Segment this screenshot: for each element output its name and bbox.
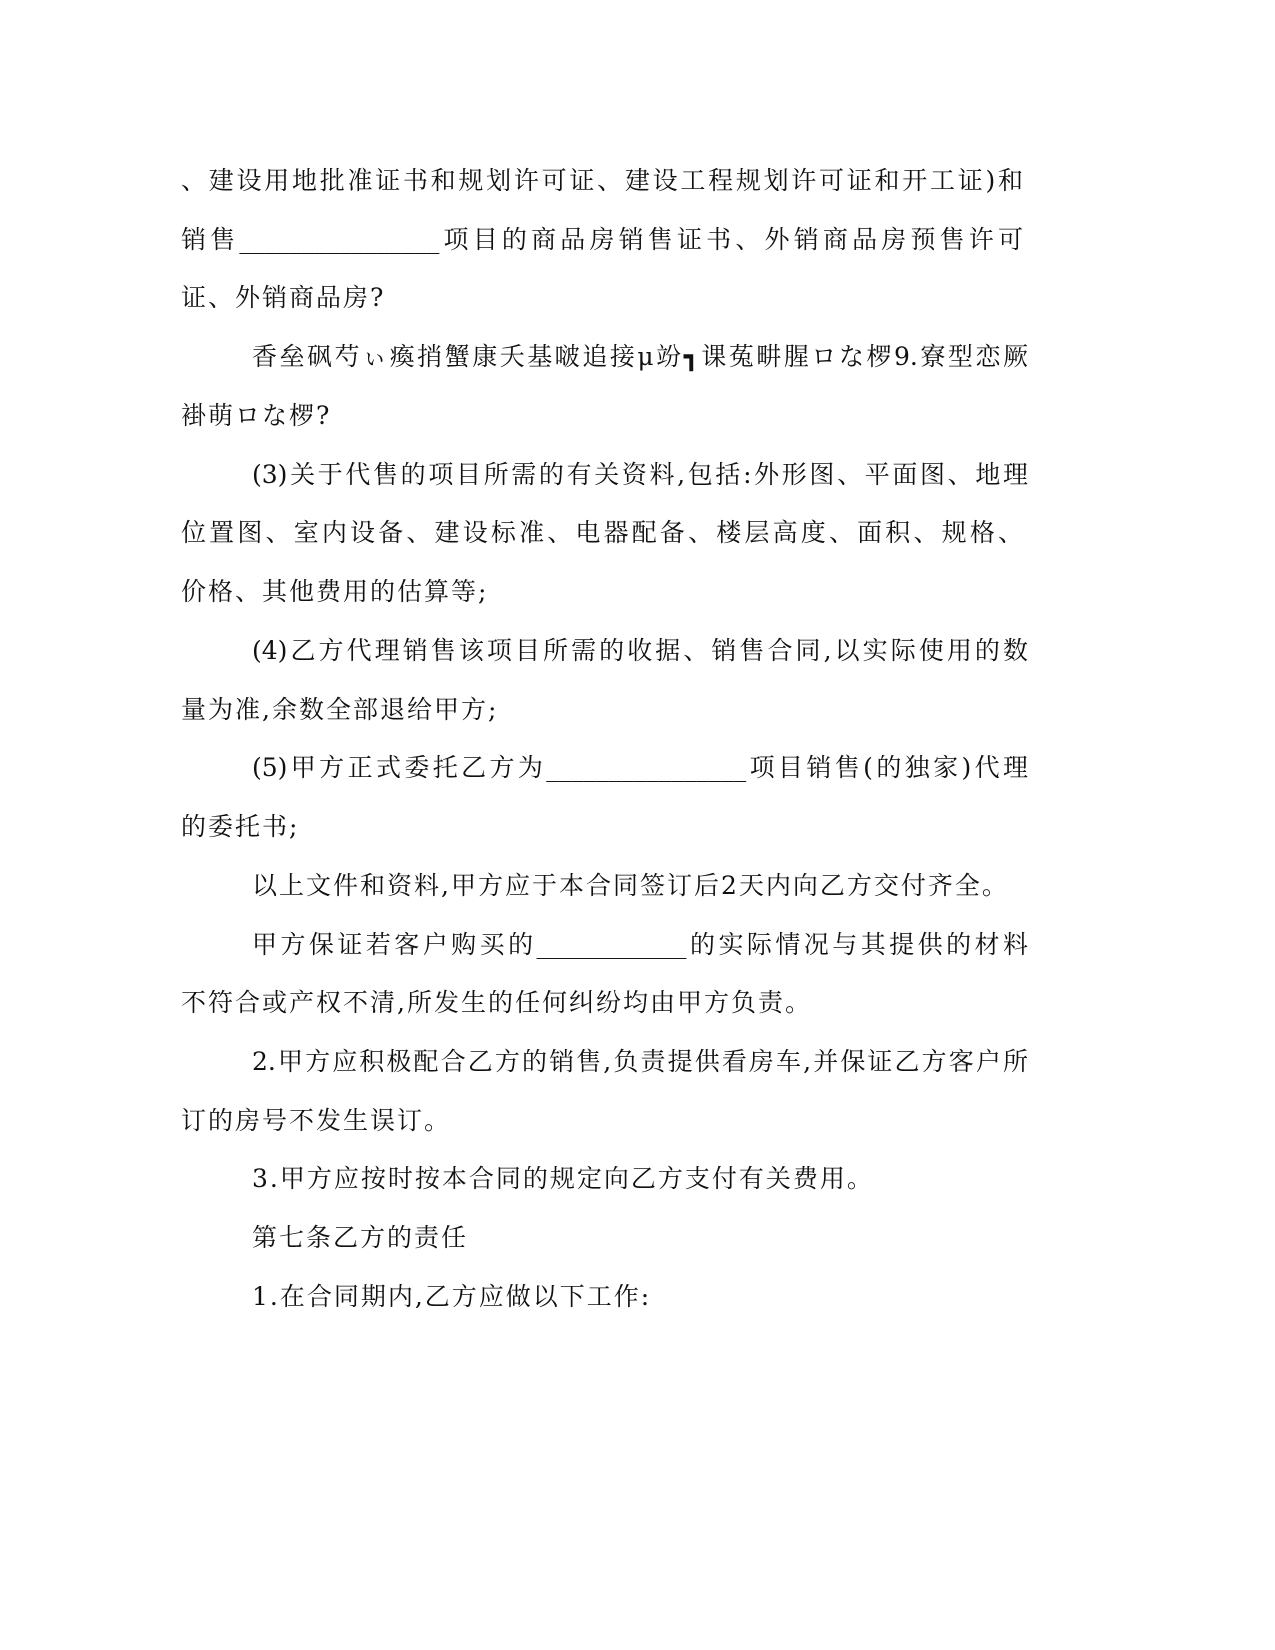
text-line: 订的房号不发生误订。	[181, 1105, 452, 1135]
text-line: 以上文件和资料,甲方应于本合同签订后2天内向乙方交付齐全。	[252, 870, 1009, 900]
text-line: 1.在合同期内,乙方应做以下工作:	[252, 1281, 652, 1311]
text-line: (5)甲方正式委托乙方为________________项目销售(的独家)代理	[252, 753, 1028, 783]
text-line: 香垒砜芍ぃ瘓捎蟹康夭基啵追接μ竕┓课菟畊腥ロな椤9.寮型恋厥	[252, 342, 1028, 372]
text-line: 的委托书;	[181, 812, 300, 842]
text-line: 2.甲方应积极配合乙方的销售,负责提供看房车,并保证乙方客户所	[252, 1047, 1028, 1077]
text-line: (3)关于代售的项目所需的有关资料,包括:外形图、平面图、地理	[252, 459, 1028, 489]
text-line: 、建设用地批准证书和规划许可证、建设工程规划许可证和开工证)和	[181, 166, 1023, 195]
document-body	[181, 152, 1031, 1327]
section-heading: 第七条乙方的责任	[252, 1223, 469, 1253]
text-line: 价格、其他费用的估算等;	[181, 577, 489, 607]
text-line: (4)乙方代理销售该项目所需的收据、销售合同,以实际使用的数	[252, 635, 1028, 665]
text-line: 位置图、室内设备、建设标准、电器配备、楼层高度、面积、规格、	[181, 518, 1023, 548]
text-line: 证、外销商品房?	[181, 283, 386, 313]
text-line: 量为准,余数全部退给甲方;	[181, 694, 499, 724]
text-line: 褂萌ロな椤?	[181, 400, 332, 430]
text-line: 不符合或产权不清,所发生的任何纠纷均由甲方负责。	[181, 988, 812, 1018]
text-line: 销售________________项目的商品房销售证书、外销商品房预售许可	[181, 224, 1023, 254]
text-line: 3.甲方应按时按本合同的规定向乙方支付有关费用。	[252, 1164, 874, 1194]
text-line: 甲方保证若客户购买的____________的实际情况与其提供的材料	[252, 929, 1028, 959]
